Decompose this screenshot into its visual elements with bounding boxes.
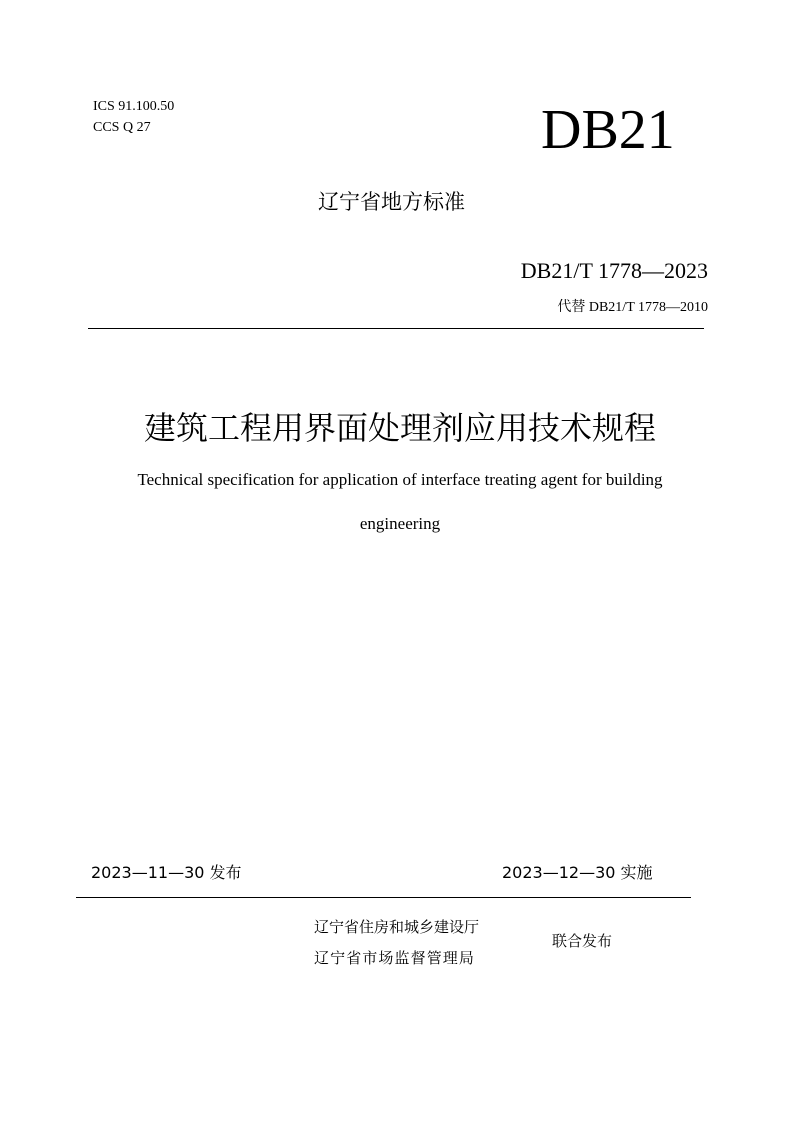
replaces-note: 代替 DB21/T 1778—2010 [557,300,708,315]
ccs-code: CCS Q 27 [93,120,151,135]
top-divider [88,328,704,329]
implementation-date: 2023—12—30 实施 [502,863,653,882]
standard-type: 辽宁省地方标准 [318,190,465,214]
standard-number: DB21/T 1778—2023 [520,258,708,283]
bottom-divider [76,897,691,898]
title-english: Technical specification for application of interface treating agent for building engineering [137,470,663,533]
issuer-housing-department: 辽宁省住房和城乡建设厅 [314,918,480,936]
joint-release-label: 联合发布 [552,932,613,950]
release-date: 2023—11—30 发布 [91,863,242,882]
issuer-market-regulation-bureau: 辽宁省市场监督管理局 [314,949,476,967]
standard-mark: DB21 [541,99,675,161]
ics-code: ICS 91.100.50 [93,99,175,114]
title-chinese: 建筑工程用界面处理剂应用技术规程 [143,409,656,447]
